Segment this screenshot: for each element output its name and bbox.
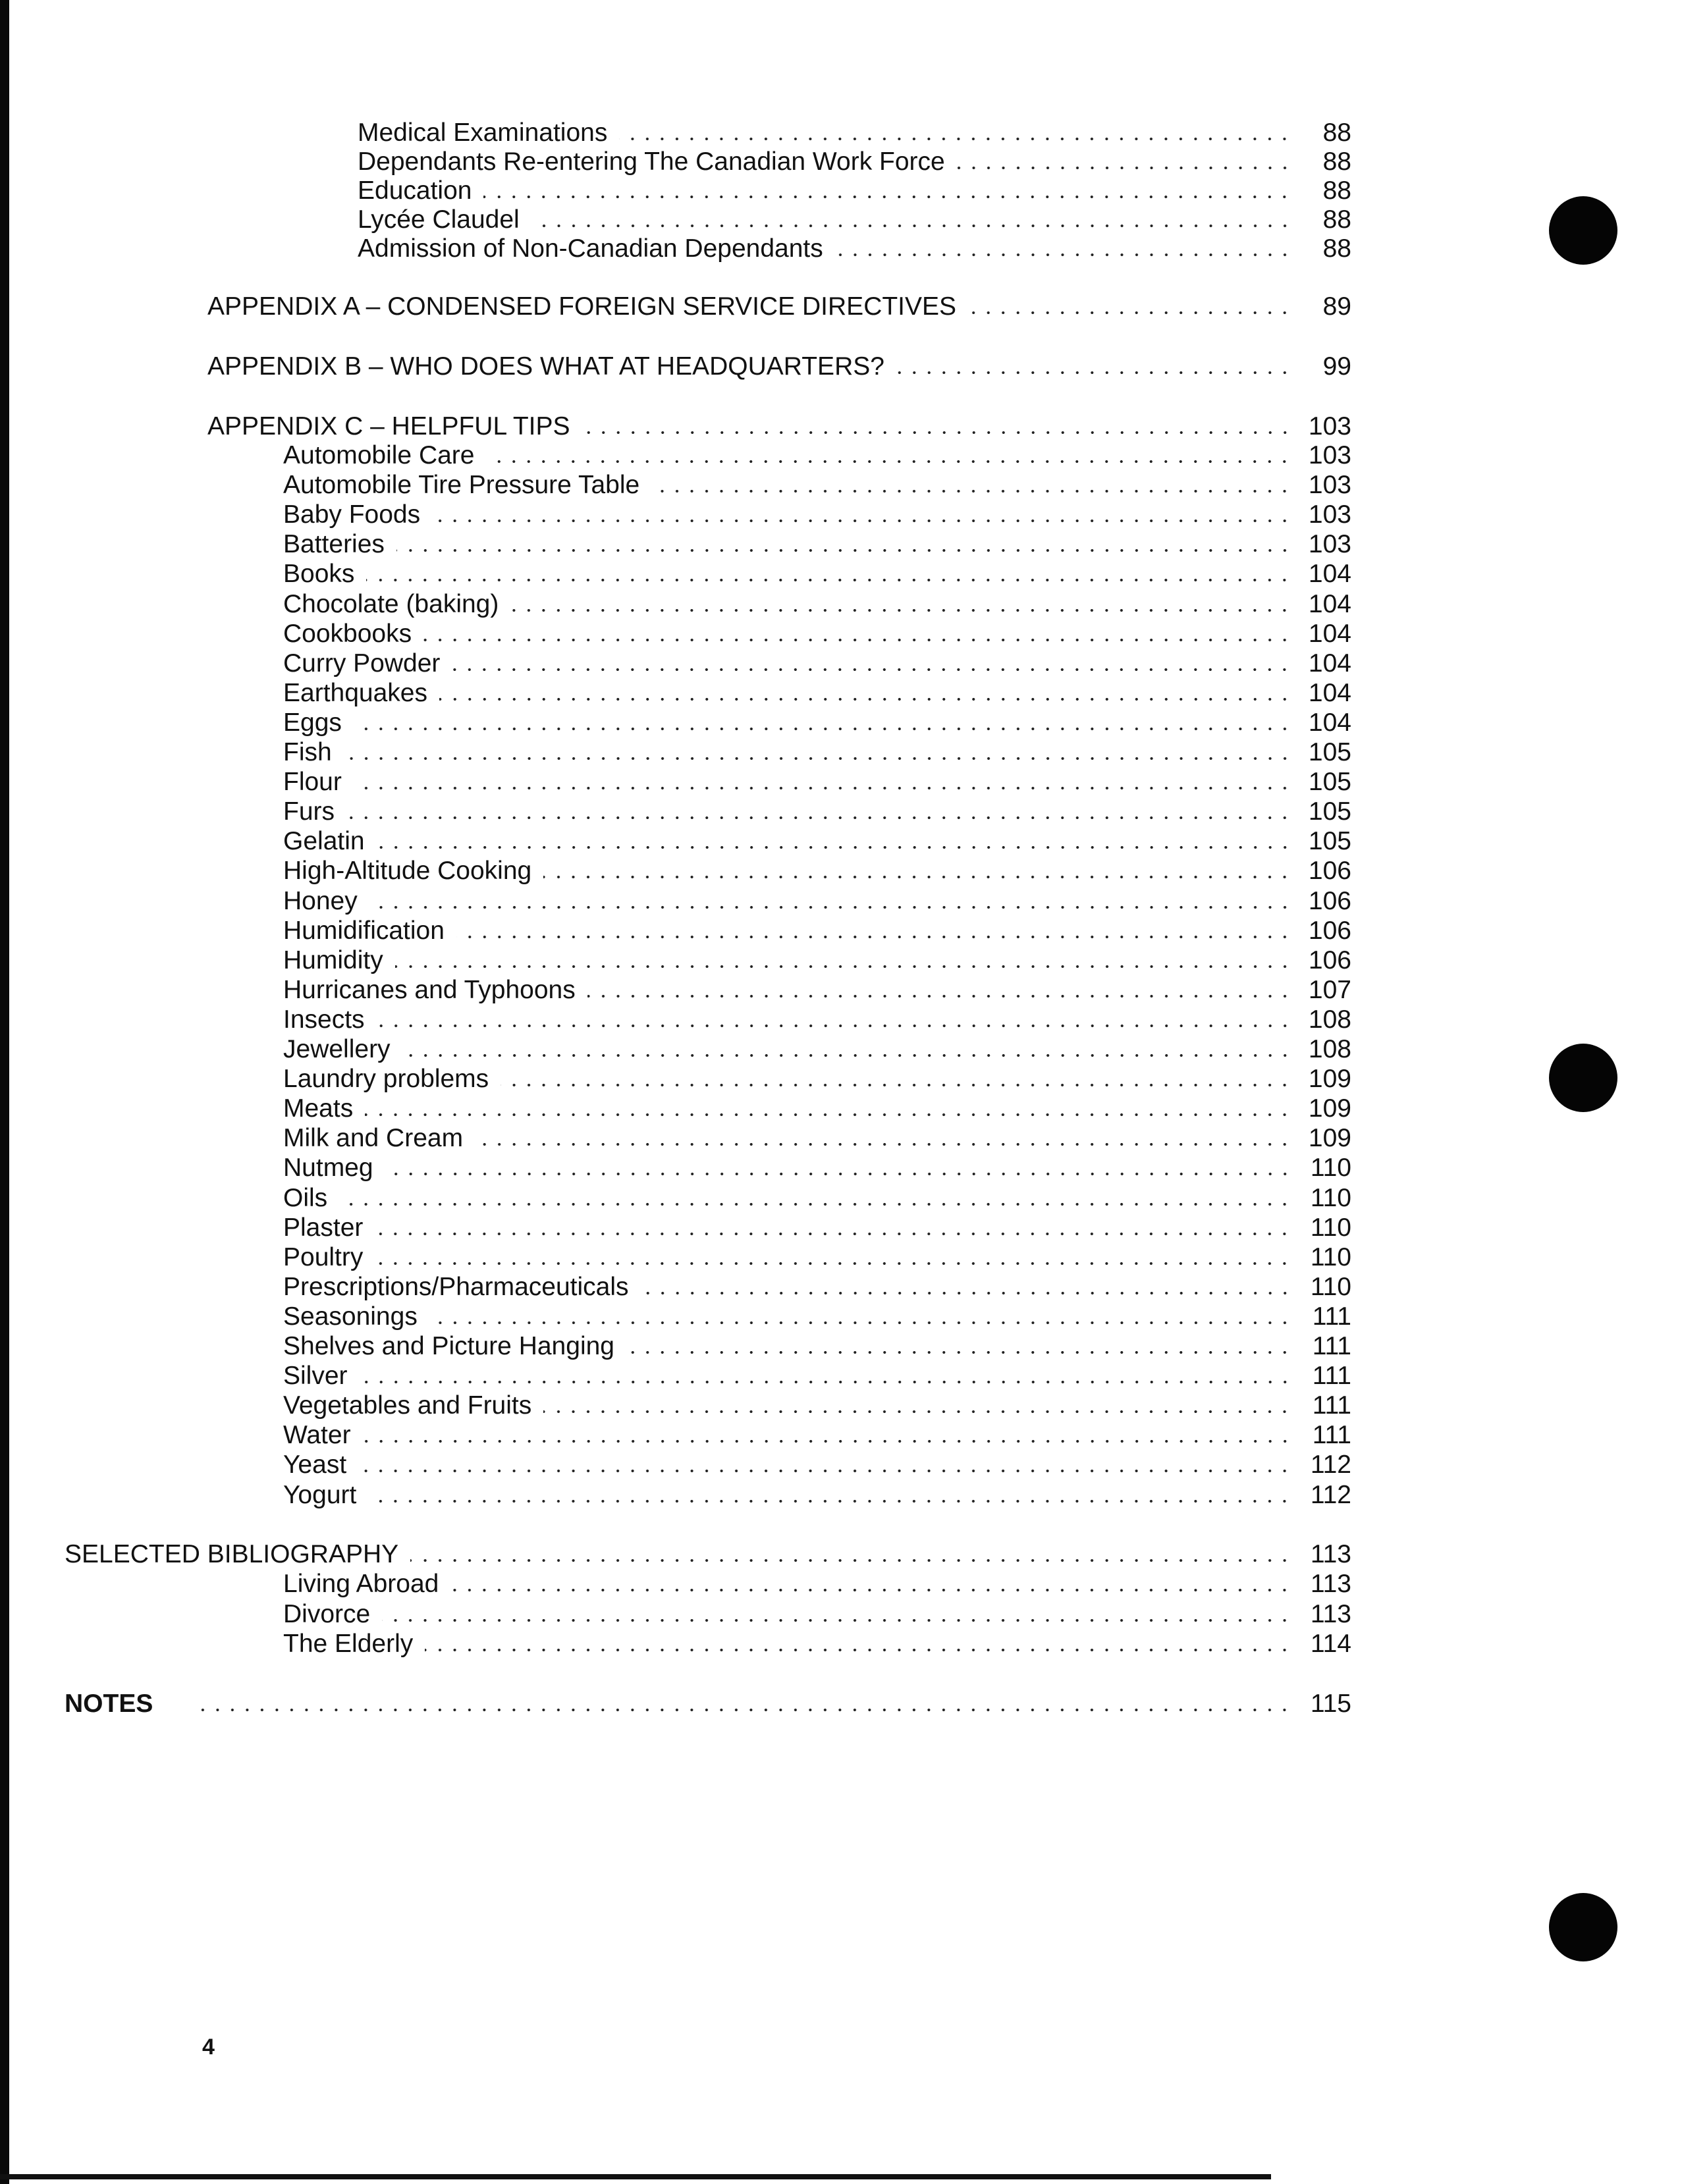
toc-bibliography[interactable] <box>65 1540 1351 1569</box>
toc-entry-page: 111 <box>1312 1421 1351 1449</box>
toc-entry[interactable] <box>283 1570 1351 1599</box>
dot-leader <box>501 1084 1292 1086</box>
toc-entry-page: 111 <box>1312 1332 1351 1360</box>
dot-leader <box>896 371 1292 374</box>
dot-leader <box>344 757 1292 760</box>
toc-entry-page: 106 <box>1308 946 1351 974</box>
dot-leader <box>402 1054 1292 1057</box>
dot-leader <box>425 1649 1292 1651</box>
toc-appendix-b[interactable] <box>207 352 1351 381</box>
toc-entry-title: NOTES <box>65 1690 153 1718</box>
toc-entry-title: SELECTED BIBLIOGRAPHY <box>65 1540 399 1568</box>
toc-entry[interactable] <box>358 234 1351 263</box>
toc-entry-title: Divorce <box>283 1600 371 1628</box>
toc-entry-title: Fish <box>283 738 332 766</box>
dot-leader <box>396 549 1292 552</box>
toc-entry-title: Eggs <box>283 708 342 737</box>
toc-entry-title: Honey <box>283 887 358 915</box>
dot-leader <box>366 579 1292 581</box>
toc-entry-title: Vegetables and Fruits <box>283 1391 532 1420</box>
dot-leader <box>450 1589 1292 1591</box>
toc-entry-title: Chocolate (baking) <box>283 590 499 618</box>
dot-leader <box>410 1559 1292 1562</box>
dot-leader <box>619 138 1292 140</box>
toc-entry-title: Admission of Non-Canadian Dependants <box>358 234 823 263</box>
toc-entry-title: Prescriptions/Pharmaceuticals <box>283 1273 629 1301</box>
toc-entry-title: Laundry problems <box>283 1065 489 1093</box>
dot-leader <box>375 1233 1292 1235</box>
toc-entry-title: Medical Examinations <box>358 119 608 147</box>
toc-entry-page: 103 <box>1308 530 1351 558</box>
dot-leader <box>543 876 1292 878</box>
toc-entry-title: Automobile Care <box>283 441 475 469</box>
toc-entry-title: Milk and Cream <box>283 1124 464 1152</box>
dot-leader <box>957 167 1292 169</box>
dot-leader <box>363 1440 1292 1443</box>
toc-entry-page: 104 <box>1308 590 1351 618</box>
toc-entry-page: 88 <box>1322 147 1351 176</box>
toc-entry[interactable] <box>283 1481 1351 1510</box>
dot-leader <box>377 846 1292 849</box>
toc-entry[interactable] <box>283 1213 1351 1242</box>
toc-entry-title: Yeast <box>283 1451 347 1479</box>
toc-entry[interactable] <box>283 1451 1351 1479</box>
toc-entry[interactable] <box>358 176 1351 205</box>
toc-entry-page: 109 <box>1308 1124 1351 1152</box>
toc-entry-page: 104 <box>1308 679 1351 707</box>
dot-leader <box>375 1262 1292 1265</box>
toc-entry-title: Earthquakes <box>283 679 427 707</box>
toc-entry[interactable] <box>283 1630 1351 1659</box>
dot-leader <box>587 995 1292 998</box>
toc-entry-page: 105 <box>1308 827 1351 855</box>
toc-entry-title: Hurricanes and Typhoons <box>283 976 576 1004</box>
toc-entry-title: Meats <box>283 1094 354 1123</box>
toc-entry[interactable] <box>283 708 1351 737</box>
dot-leader <box>626 1351 1292 1354</box>
toc-entry[interactable] <box>283 1094 1351 1123</box>
toc-entry-title: Silver <box>283 1362 348 1390</box>
toc-entry-page: 105 <box>1308 768 1351 796</box>
toc-entry[interactable] <box>283 1391 1351 1420</box>
toc-entry[interactable] <box>283 500 1351 529</box>
toc-entry-title: Nutmeg <box>283 1154 373 1182</box>
toc-entry-page: 103 <box>1308 471 1351 499</box>
dot-leader <box>395 965 1292 968</box>
toc-entry-title: APPENDIX A – CONDENSED FOREIGN SERVICE DIRECTIVES <box>207 292 957 321</box>
toc-entry[interactable] <box>283 560 1351 589</box>
toc-entry-page: 89 <box>1322 292 1351 321</box>
dot-leader <box>835 253 1292 256</box>
toc-entry[interactable] <box>283 887 1351 916</box>
toc-entry-page: 104 <box>1308 620 1351 648</box>
dot-leader <box>365 1113 1292 1116</box>
toc-entry-page: 88 <box>1322 205 1351 234</box>
toc-entry-title: Shelves and Picture Hanging <box>283 1332 614 1360</box>
toc-entry[interactable] <box>283 1332 1351 1361</box>
dot-leader <box>360 1381 1292 1383</box>
toc-entry-page: 112 <box>1310 1481 1351 1509</box>
toc-entry-title: Batteries <box>283 530 385 558</box>
toc-entry[interactable] <box>283 1273 1351 1302</box>
toc-entry-page: 88 <box>1322 176 1351 205</box>
toc-entry-title: Lycée Claudel <box>358 205 520 234</box>
toc-entry[interactable] <box>283 1154 1351 1183</box>
toc-entry-title: Plaster <box>283 1213 364 1242</box>
toc-entry-title: Poultry <box>283 1243 364 1271</box>
toc-entry-page: 104 <box>1308 708 1351 737</box>
toc-entry-page: 113 <box>1310 1600 1351 1628</box>
dot-leader <box>346 816 1292 819</box>
dot-leader <box>368 1500 1292 1503</box>
toc-entry[interactable] <box>283 530 1351 559</box>
toc-entry-title: Flour <box>283 768 342 796</box>
toc-entry-title: The Elderly <box>283 1630 414 1658</box>
toc-entry-title: Humidity <box>283 946 383 974</box>
dot-leader <box>377 1025 1292 1027</box>
toc-entry-page: 106 <box>1308 857 1351 885</box>
toc-entry-title: Education <box>358 176 472 205</box>
toc-entry[interactable] <box>358 147 1351 176</box>
toc-entry[interactable] <box>283 471 1351 500</box>
toc-entry-page: 111 <box>1312 1391 1351 1420</box>
toc-entry[interactable] <box>283 797 1351 826</box>
dot-leader <box>543 1410 1292 1413</box>
toc-entry[interactable] <box>283 1005 1351 1034</box>
dot-leader <box>475 1143 1292 1146</box>
toc-entry[interactable] <box>283 679 1351 708</box>
toc-entry-page: 103 <box>1308 412 1351 440</box>
toc-entry-title: Water <box>283 1421 351 1449</box>
toc-entry-page: 106 <box>1308 887 1351 915</box>
toc-entry-page: 114 <box>1310 1630 1351 1658</box>
toc-entry-page: 109 <box>1308 1065 1351 1093</box>
toc-entry-page: 99 <box>1322 352 1351 381</box>
toc-entry-page: 109 <box>1308 1094 1351 1123</box>
toc-entry-page: 110 <box>1310 1184 1351 1212</box>
dot-leader <box>510 609 1292 612</box>
toc-entry-page: 106 <box>1308 917 1351 945</box>
toc-entry-title: Books <box>283 560 355 588</box>
toc-entry-page: 113 <box>1310 1570 1351 1598</box>
dot-leader <box>456 936 1292 938</box>
toc-appendix-c[interactable] <box>207 412 1351 441</box>
dot-leader <box>641 1292 1292 1294</box>
toc-entry-title: Gelatin <box>283 827 365 855</box>
toc-entry-title: Oils <box>283 1184 328 1212</box>
toc-entry[interactable] <box>283 649 1351 678</box>
dot-leader <box>531 225 1292 227</box>
toc-entry[interactable] <box>283 1065 1351 1094</box>
toc-entry-title: Yogurt <box>283 1481 357 1509</box>
toc-entry-title: Automobile Tire Pressure Table <box>283 471 640 499</box>
dot-leader <box>429 1321 1292 1324</box>
toc-entry-page: 108 <box>1308 1005 1351 1034</box>
toc-entry[interactable] <box>283 1600 1351 1629</box>
toc-entry[interactable] <box>283 857 1351 886</box>
toc-notes[interactable] <box>65 1690 1351 1718</box>
toc-entry[interactable] <box>283 1302 1351 1331</box>
toc-entry-title: Living Abroad <box>283 1570 439 1598</box>
toc-entry-title: APPENDIX B – WHO DOES WHAT AT HEADQUARTERS? <box>207 352 884 381</box>
toc-entry[interactable] <box>283 620 1351 649</box>
toc-entry-page: 88 <box>1322 234 1351 263</box>
dot-leader <box>582 431 1292 434</box>
toc-entry-title: Insects <box>283 1005 365 1034</box>
toc-entry-page: 112 <box>1310 1451 1351 1479</box>
toc-entry[interactable] <box>283 768 1351 797</box>
toc-entry[interactable] <box>283 441 1351 470</box>
toc-entry-title: Curry Powder <box>283 649 441 678</box>
dot-leader <box>382 1619 1292 1622</box>
dot-leader <box>423 639 1292 641</box>
toc-entry-page: 104 <box>1308 649 1351 678</box>
dot-leader <box>483 196 1292 198</box>
dot-leader <box>452 668 1292 671</box>
page-number: 4 <box>202 2035 215 2060</box>
toc-entry-page: 104 <box>1308 560 1351 588</box>
toc-entry[interactable] <box>283 1124 1351 1153</box>
toc-entry-page: 110 <box>1310 1273 1351 1301</box>
toc-entry[interactable] <box>283 1184 1351 1213</box>
dot-leader <box>199 1709 1292 1711</box>
toc-entry[interactable] <box>283 946 1351 975</box>
toc-entry[interactable] <box>283 917 1351 946</box>
toc-entry-title: Jewellery <box>283 1035 391 1063</box>
toc-entry-page: 105 <box>1308 738 1351 766</box>
toc-entry[interactable] <box>283 1362 1351 1391</box>
dot-leader <box>339 1203 1292 1206</box>
toc-entry-title: APPENDIX C – HELPFUL TIPS <box>207 412 570 440</box>
toc-entry-page: 110 <box>1310 1213 1351 1242</box>
dot-leader <box>432 519 1292 522</box>
toc-entry-title: High-Altitude Cooking <box>283 857 532 885</box>
toc-entry-page: 111 <box>1312 1362 1351 1390</box>
dot-leader <box>369 906 1292 909</box>
toc-entry-page: 115 <box>1310 1690 1351 1718</box>
toc-entry[interactable] <box>283 1035 1351 1064</box>
toc-entry-title: Furs <box>283 797 335 826</box>
toc-entry-page: 111 <box>1312 1302 1351 1331</box>
dot-leader <box>439 698 1292 701</box>
toc-entry-page: 107 <box>1308 976 1351 1004</box>
toc-entry-page: 88 <box>1322 119 1351 147</box>
toc-entry[interactable] <box>283 976 1351 1005</box>
toc-entry[interactable] <box>283 1421 1351 1450</box>
toc-entry[interactable] <box>283 827 1351 856</box>
toc-entry[interactable] <box>358 119 1351 147</box>
dot-leader <box>651 490 1292 493</box>
dot-leader <box>486 460 1292 463</box>
toc-entry-title: Seasonings <box>283 1302 418 1331</box>
toc-entry[interactable] <box>283 1243 1351 1272</box>
toc-entry-page: 105 <box>1308 797 1351 826</box>
dot-leader <box>968 311 1292 314</box>
dot-leader <box>354 728 1292 730</box>
dot-leader <box>385 1173 1292 1175</box>
toc-entry[interactable] <box>283 590 1351 619</box>
toc-entry-title: Humidification <box>283 917 445 945</box>
toc-appendix-a[interactable] <box>207 292 1351 321</box>
toc-entry-title: Baby Foods <box>283 500 421 529</box>
dot-leader <box>358 1470 1292 1472</box>
toc-entry-page: 113 <box>1310 1540 1351 1568</box>
toc-entry-page: 103 <box>1308 441 1351 469</box>
toc-entry-page: 110 <box>1310 1243 1351 1271</box>
toc-entry-title: Dependants Re-entering The Canadian Work Force <box>358 147 945 176</box>
toc-entry-page: 110 <box>1310 1154 1351 1182</box>
toc-entry-title: Cookbooks <box>283 620 412 648</box>
toc-entry[interactable] <box>358 205 1351 234</box>
toc-entry-page: 103 <box>1308 500 1351 529</box>
dot-leader <box>354 787 1292 789</box>
toc-entry-page: 108 <box>1308 1035 1351 1063</box>
toc-entry[interactable] <box>283 738 1351 767</box>
